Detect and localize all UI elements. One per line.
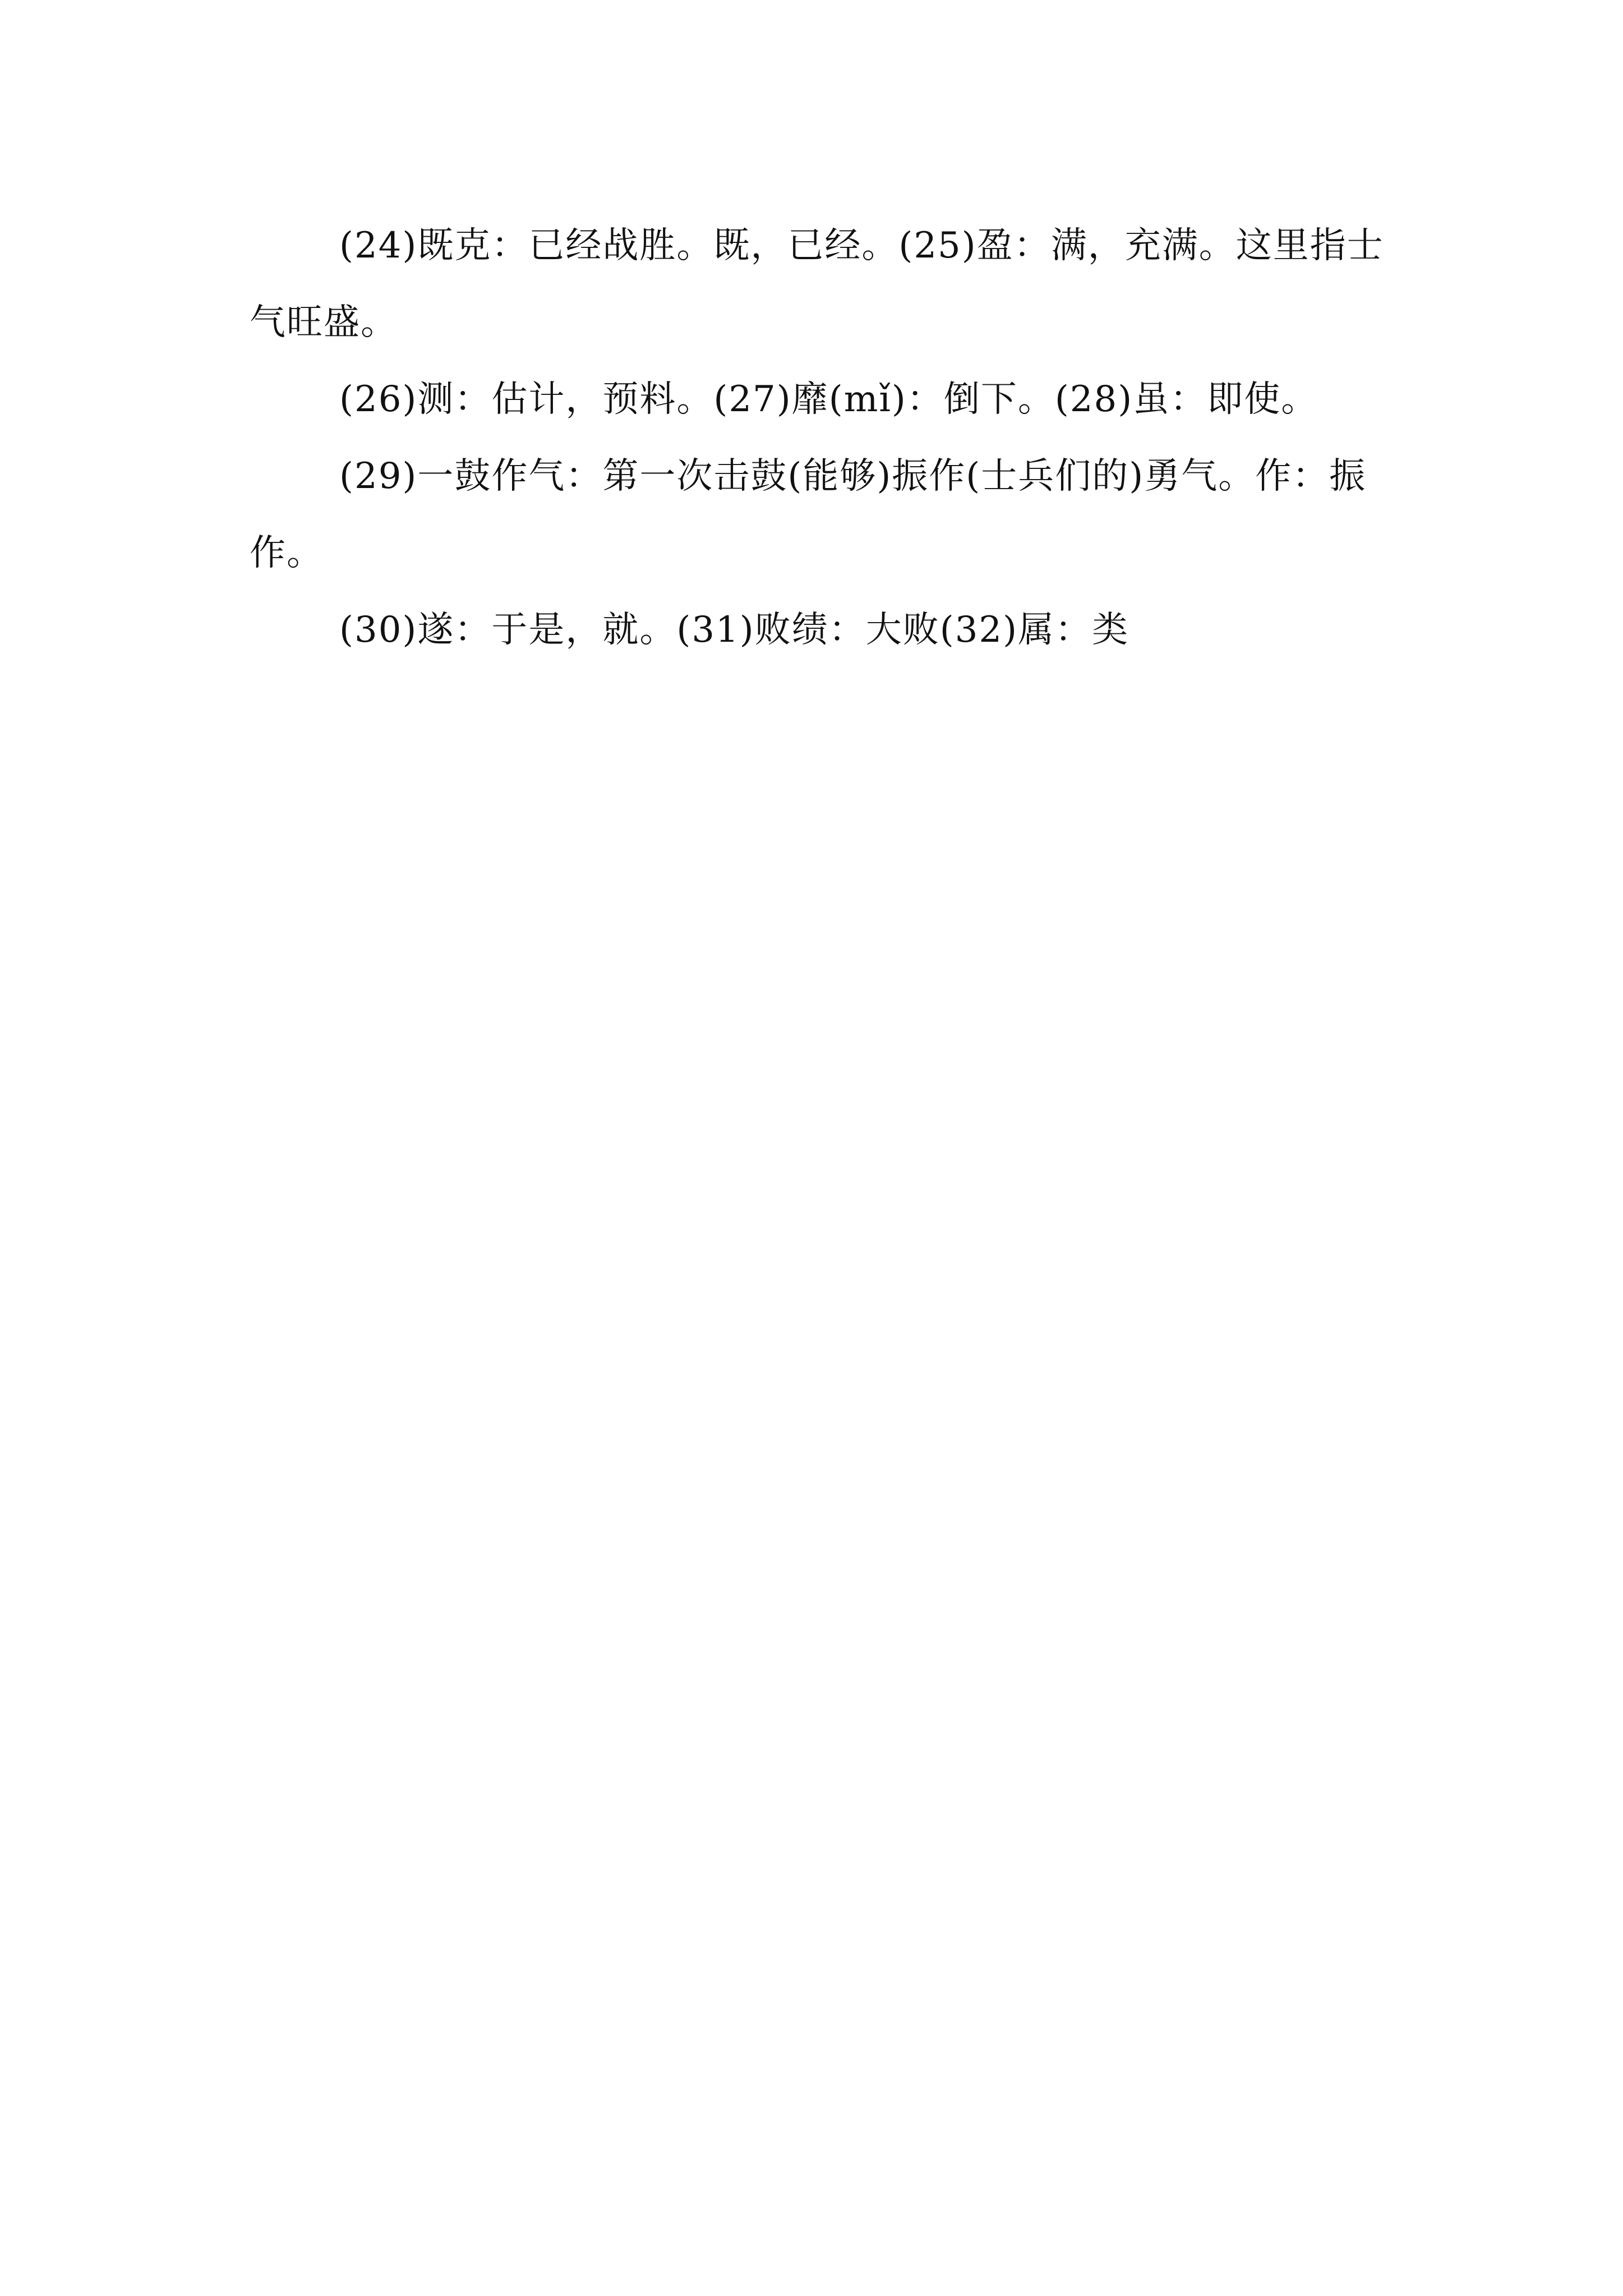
annotation-paragraph-30-32: (30)遂：于是，就。(31)败绩：大败(32)属：类 xyxy=(339,609,1129,651)
annotation-text-block xyxy=(250,208,1416,669)
annotation-paragraph-29: (29)一鼓作气：第一次击鼓(能够)振作(士兵们的)勇气。作：振作。 xyxy=(250,455,1367,574)
annotation-paragraph-24-25: (24)既克：已经战胜。既，已经。(25)盈：满，充满。这里指士气旺盛。 xyxy=(250,225,1384,343)
annotation-paragraph-26-28: (26)测：估计，预料。(27)靡(mǐ)：倒下。(28)虽：即使。 xyxy=(339,379,1318,420)
